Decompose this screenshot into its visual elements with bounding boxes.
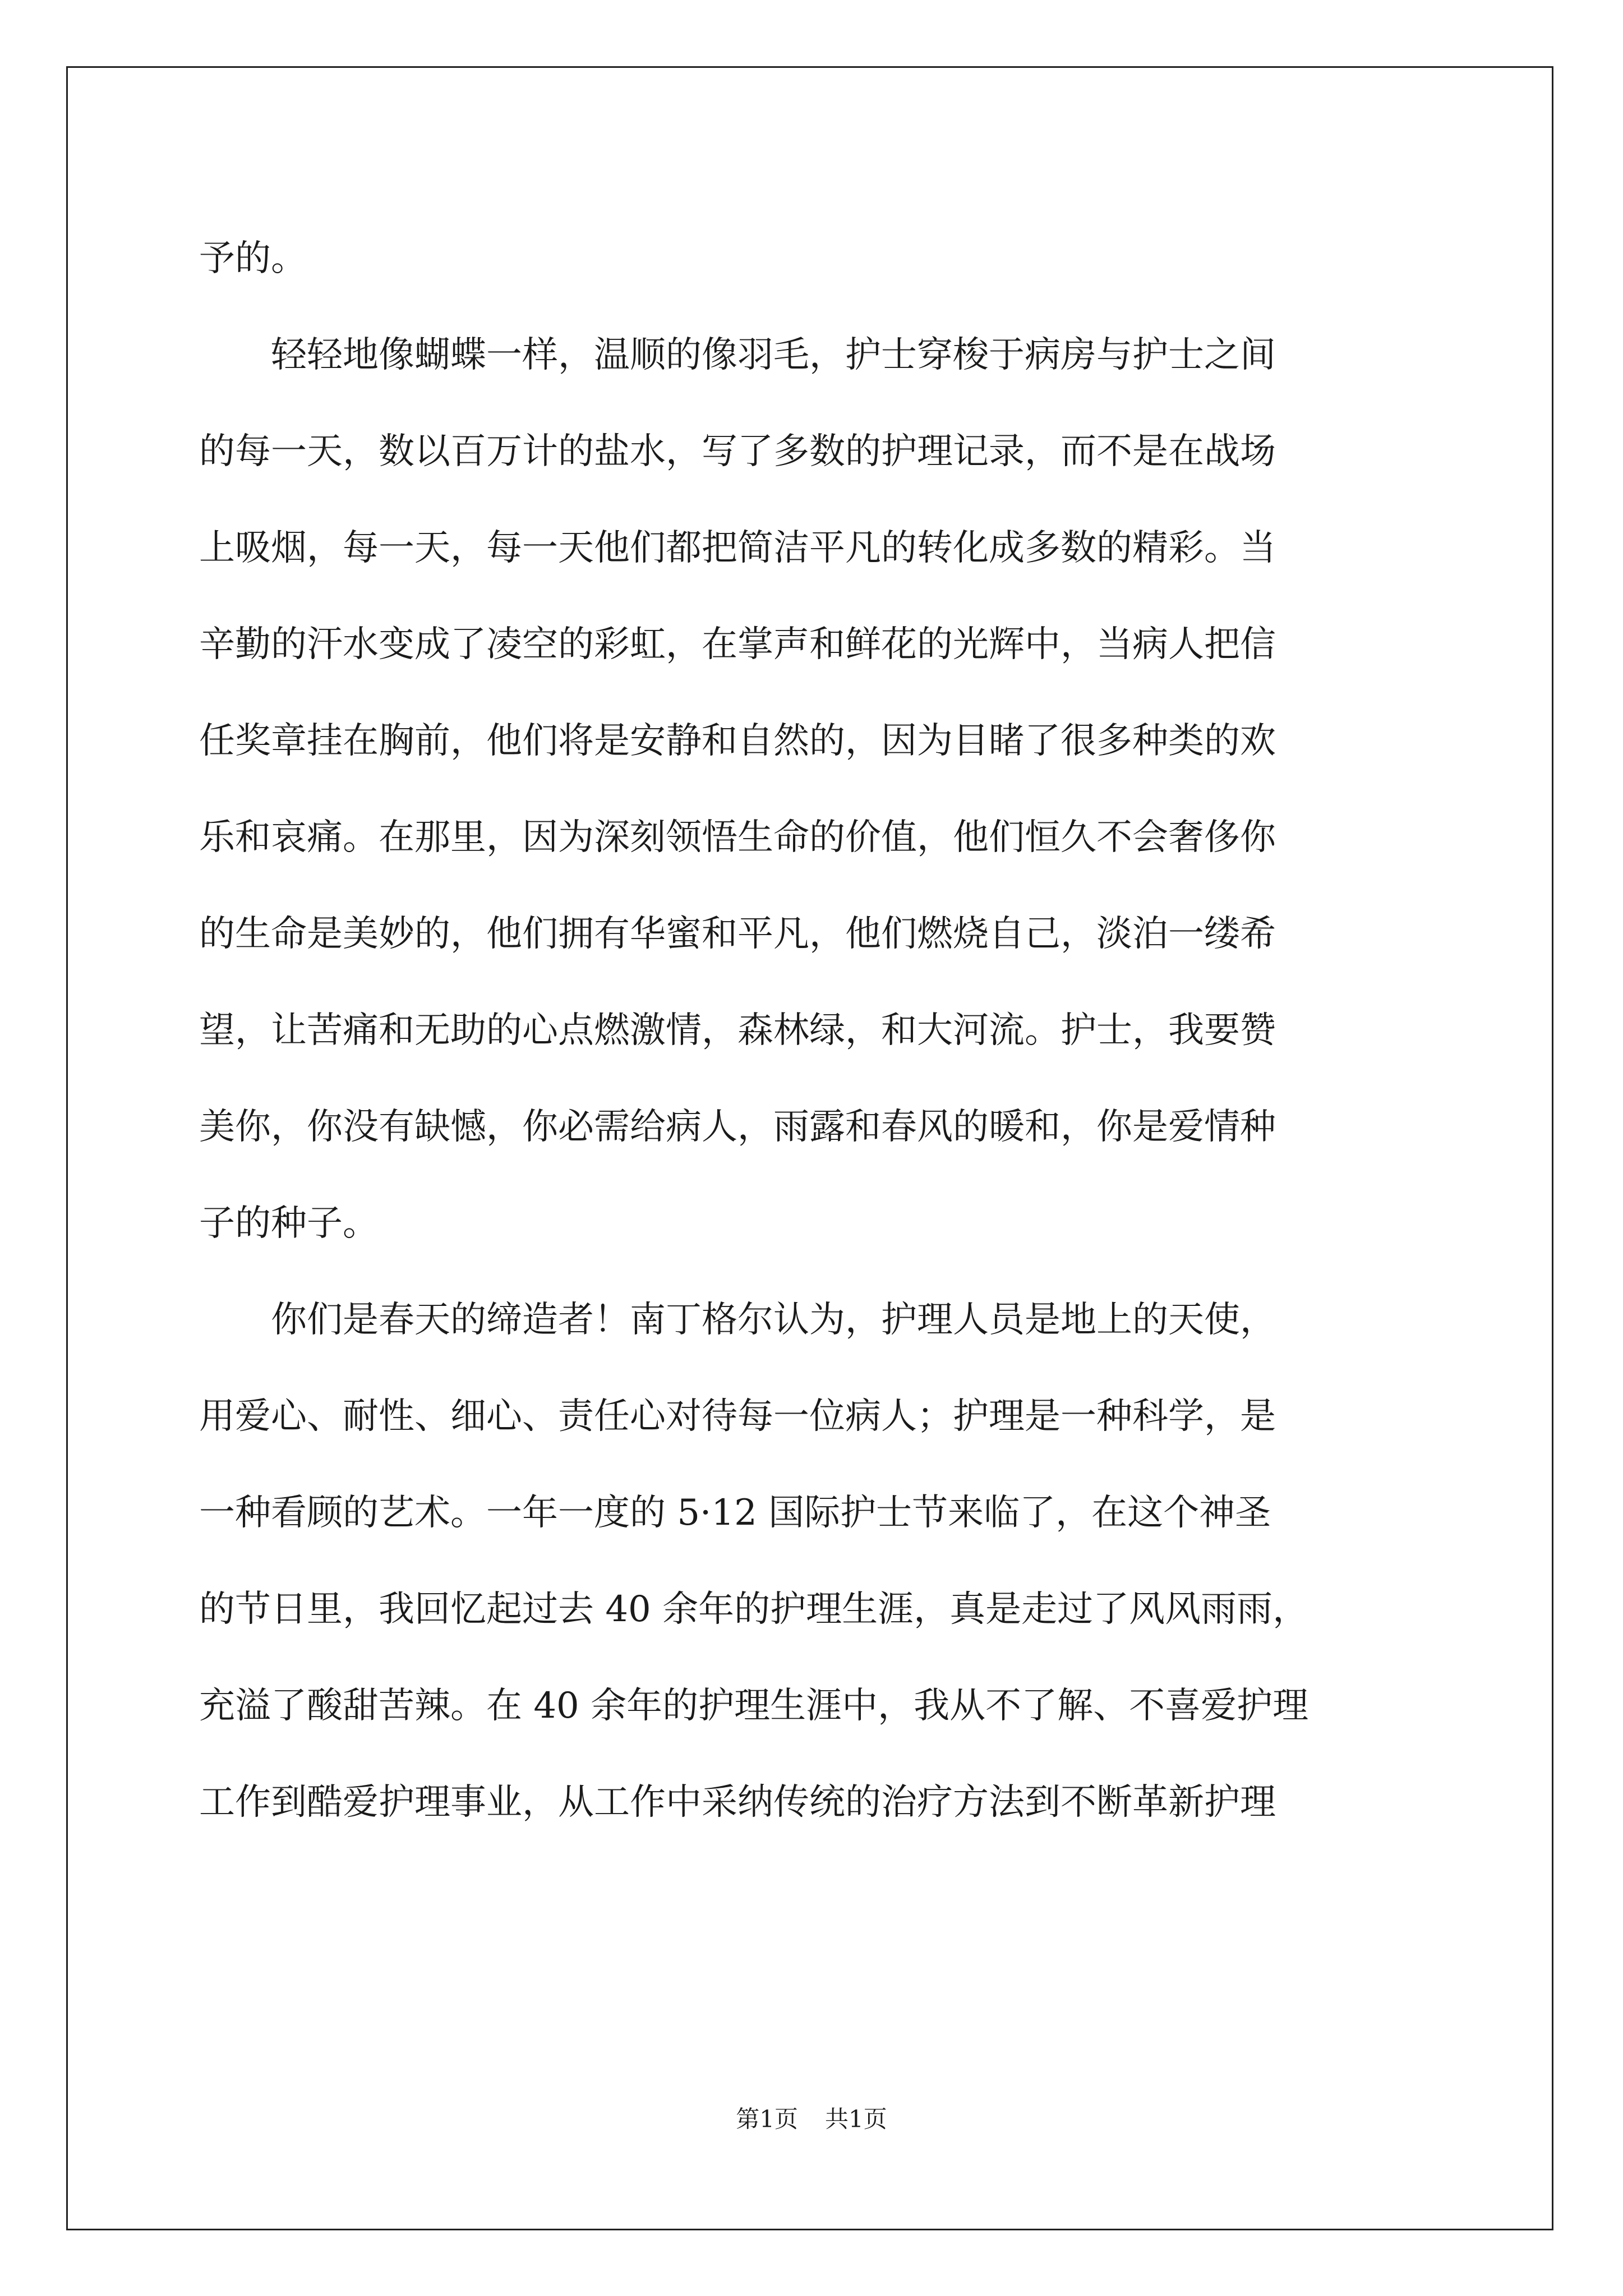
document-body — [199, 210, 1436, 1851]
text-line: 乐和哀痛。在那里，因为深刻领悟生命的价值，他们恒久不会奢侈你 — [199, 817, 1276, 858]
text-line: 任奖章挂在胸前，他们将是安静和自然的，因为目睹了很多种类的欢 — [199, 720, 1276, 762]
text-line: 轻轻地像蝴蝶一样，温顺的像羽毛，护士穿梭于病房与护士之间 — [271, 334, 1276, 376]
text-line: 美你，你没有缺憾，你必需给病人，雨露和春风的暖和，你是爱情种 — [199, 1106, 1276, 1148]
page-number: 第1页 — [736, 2105, 798, 2133]
text-line: 充溢了酸甜苦辣。在 40 余年的护理生涯中，我从不了解、不喜爱护理 — [199, 1685, 1309, 1727]
text-line: 的每一天，数以百万计的盐水，写了多数的护理记录，而不是在战场 — [199, 431, 1276, 472]
text-line: 你们是春天的缔造者！南丁格尔认为，护理人员是地上的天使， — [271, 1299, 1276, 1341]
text-line: 望，让苦痛和无助的心点燃激情，森林绿，和大河流。护士，我要赞 — [199, 1010, 1276, 1051]
text-line: 上吸烟，每一天，每一天他们都把简洁平凡的转化成多数的精彩。当 — [199, 527, 1276, 569]
text-line: 予的。 — [199, 238, 307, 279]
text-line: 辛勤的汗水变成了凌空的彩虹，在掌声和鲜花的光辉中，当病人把信 — [199, 624, 1276, 665]
page-total: 共1页 — [825, 2105, 887, 2133]
page-footer — [0, 2101, 1623, 2134]
text-line: 子的种子。 — [199, 1203, 379, 1244]
text-line: 工作到酷爱护理事业，从工作中采纳传统的治疗方法到不断革新护理 — [199, 1782, 1276, 1823]
text-line: 的生命是美妙的，他们拥有华蜜和平凡，他们燃烧自己，淡泊一缕希 — [199, 913, 1276, 955]
text-line: 的节日里，我回忆起过去 40 余年的护理生涯，真是走过了风风雨雨， — [199, 1589, 1309, 1630]
text-line: 一种看顾的艺术。一年一度的 5·12 国际护士节来临了，在这个神圣 — [199, 1492, 1271, 1534]
text-line: 用爱心、耐性、细心、责任心对待每一位病人；护理是一种科学，是 — [199, 1396, 1276, 1437]
